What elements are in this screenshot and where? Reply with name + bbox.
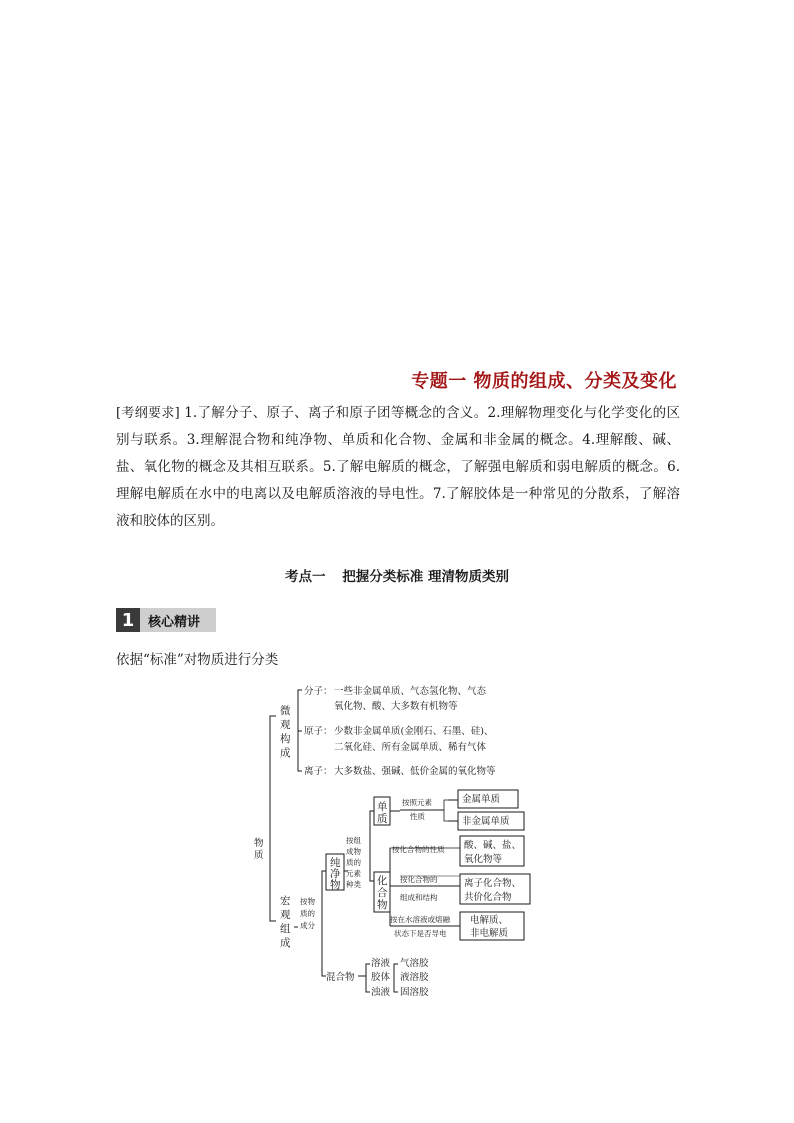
ionic-box-1: 共价化合物 (464, 892, 512, 903)
by-component-2: 成分 (300, 921, 315, 930)
by-property-text: 按化合物的性质 (392, 845, 445, 854)
micro-label-0: 微 (280, 705, 291, 717)
macro-label-2: 组 (280, 923, 291, 935)
micro-label-2: 构 (280, 733, 291, 745)
by-element-property-0: 按照元素 (402, 798, 432, 807)
by-component-0: 按物 (300, 897, 315, 906)
colloid-type-1: 液溶胶 (400, 972, 429, 983)
mix-type-2: 浊液 (371, 987, 391, 998)
simple-1: 质 (377, 813, 388, 825)
by-conduct-0: 按在水溶液或熔融 (390, 915, 450, 924)
electrolyte-box-1: 非电解质 (470, 928, 509, 939)
pure-0: 纯 (330, 857, 341, 869)
micro-molecule-line1: 一些非金属单质、气态氢化物、气态 (334, 686, 487, 697)
micro-ion-line1: 大多数盐、强碱、低价金属的氧化物等 (334, 766, 496, 777)
exam-requirements (116, 400, 680, 535)
simple-0: 单 (377, 801, 388, 813)
pure-1: 净 (330, 868, 341, 880)
classification-diagram (240, 676, 540, 1006)
by-element-0: 按组 (346, 836, 361, 845)
mix-type-0: 溶液 (371, 958, 391, 969)
micro-atom-line1: 少数非金属单质(金刚石、石墨、硅)、 (334, 726, 494, 737)
micro-key-atom: 原子： (304, 726, 333, 737)
core-badge (116, 608, 216, 632)
macro-label-0: 宏 (280, 895, 291, 907)
acid-box-1: 氧化物等 (464, 854, 503, 865)
micro-label-3: 成 (280, 747, 291, 759)
root-label-2: 质 (254, 850, 264, 861)
micro-key-molecule: 分子： (304, 686, 333, 697)
requirements-text: 1.了解分子、原子、离子和原子团等概念的含义。2.理解物理变化与化学变化的区别与联系。3.理解混合物和纯净物、单质和化合物、金属和非金属的概念。4.理解酸、碱、盐、氧化物的概念及其相互联系。5.了解电解质的概念，了解强电解质和弱电解质的概念。6.理解电解质在水中的电离以及电解质溶液的导电性。7.了解胶体是一种常见的分散系，了解溶液和胶体的区别。 (116, 405, 680, 529)
mixture-text: 混合物 (326, 972, 355, 983)
metal-simple-text: 金属单质 (462, 794, 501, 805)
acid-box-0: 酸、碱、盐、 (464, 840, 522, 851)
compound-2: 物 (377, 899, 388, 911)
page-title: 专题一 物质的组成、分类及变化 (411, 371, 677, 392)
by-element-property-1: 性质 (410, 812, 425, 821)
pure-2: 物 (330, 879, 341, 891)
badge-number: 1 (116, 608, 140, 632)
micro-key-ion: 离子： (304, 766, 333, 777)
by-element-4: 种类 (346, 880, 361, 889)
section-title: 把握分类标准 理清物质类别 (342, 569, 509, 585)
by-structure-1: 组成和结构 (400, 893, 438, 902)
micro-label-1: 观 (280, 719, 291, 731)
by-element-2: 质的 (346, 858, 361, 867)
electrolyte-box-0: 电解质、 (470, 915, 509, 926)
intro-text: 依据“标准”对物质进行分类 (116, 652, 279, 668)
colloid-type-0: 气溶胶 (400, 958, 429, 969)
by-structure-0: 按化合物的 (400, 875, 438, 884)
micro-molecule-line2: 氧化物、酸、大多数有机物等 (334, 701, 458, 712)
root-label-1: 物 (254, 838, 264, 849)
mix-type-1: 胶体 (371, 972, 391, 983)
by-conduct-1: 状态下是否导电 (394, 929, 447, 938)
section-label: 考点一 (285, 569, 326, 585)
ionic-box-0: 离子化合物、 (464, 878, 522, 889)
macro-label-1: 观 (280, 909, 291, 921)
micro-atom-line2: 二氧化硅、所有金属单质、稀有气体 (334, 742, 487, 753)
requirements-tag: [考纲要求] (116, 406, 180, 421)
badge-label: 核心精讲 (140, 608, 216, 632)
nonmetal-simple-text: 非金属单质 (462, 816, 510, 827)
by-component-1: 质的 (300, 909, 315, 918)
by-element-1: 成物 (346, 847, 361, 856)
compound-1: 合 (377, 887, 388, 899)
compound-0: 化 (377, 875, 388, 887)
section-heading (0, 565, 794, 585)
colloid-type-2: 固溶胶 (400, 987, 429, 998)
macro-label-3: 成 (280, 937, 291, 949)
by-element-3: 元素 (346, 869, 361, 878)
